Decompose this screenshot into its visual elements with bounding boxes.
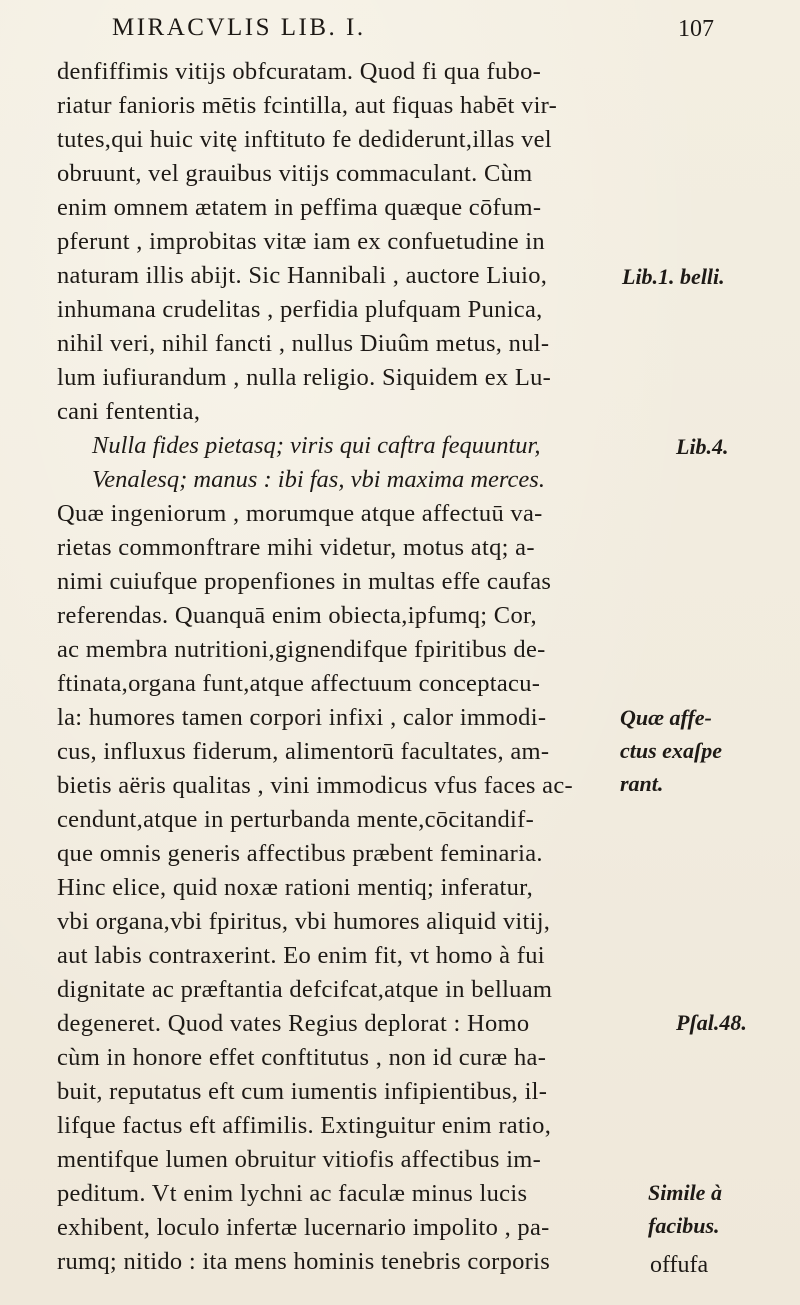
page-number: 107: [678, 16, 714, 42]
text-line: cùm in honore effet conftitutus , non id curæ ha-: [57, 1044, 547, 1071]
text-line: que omnis generis affectibus præbent feminaria.: [57, 840, 543, 867]
text-line: exhibent, loculo infertæ lucernario impolito , pa-: [57, 1214, 550, 1241]
text-line: dignitate ac præftantia defcifcat,atque in belluam: [57, 976, 553, 1003]
margin-note: rant.: [620, 771, 664, 796]
margin-note: facibus.: [648, 1213, 720, 1238]
text-line: rumq; nitido : ita mens hominis tenebris corporis: [57, 1248, 551, 1275]
text-line: inhumana crudelitas , perfidia plufquam Punica,: [57, 296, 543, 323]
text-line: nihil veri, nihil fancti , nullus Diuûm metus, nul-: [57, 330, 550, 357]
text-line: referendas. Quanquā enim obiecta,ipfumq; Cor,: [57, 602, 537, 629]
margin-note: Quæ affe-: [620, 705, 712, 730]
text-line: buit, reputatus eft cum iumentis infipientibus, il-: [57, 1078, 548, 1105]
text-line: Hinc elice, quid noxæ rationi mentiq; inferatur,: [57, 874, 534, 901]
text-line: peditum. Vt enim lychni ac faculæ minus lucis: [57, 1180, 528, 1207]
text-line: Quæ ingeniorum , morumque atque affectuū va-: [57, 500, 543, 527]
margin-note: Lib.1. belli.: [622, 264, 725, 289]
running-head: MIRACVLIS LIB. I.: [112, 14, 366, 41]
catchword: offufa: [650, 1252, 709, 1278]
text-line: naturam illis abijt. Sic Hannibali , auctore Liuio,: [57, 262, 548, 289]
text-line: lum iufiurandum , nulla religio. Siquidem ex Lu-: [57, 364, 552, 391]
text-line: la: humores tamen corpori infixi , calor immodi-: [57, 704, 547, 731]
text-line: enim omnem ætatem in peffima quæque cōfum-: [57, 194, 542, 221]
text-line: degeneret. Quod vates Regius deplorat : Homo: [57, 1010, 530, 1037]
text-line: bietis aëris qualitas , vini immodicus vfus faces ac-: [57, 772, 573, 799]
text-line: ac membra nutritioni,gignendifque fpiritibus de-: [57, 636, 546, 663]
text-line: rietas commonftrare mihi videtur, motus atq; a-: [57, 534, 535, 561]
page-header: [0, 14, 800, 50]
text-line: riatur fanioris mētis fcintilla, aut fiquas habēt vir-: [57, 92, 558, 119]
margin-note: Lib.4.: [676, 434, 729, 459]
text-line: cani fententia,: [57, 398, 201, 425]
margin-note: Simile à: [648, 1180, 722, 1205]
text-line: nimi cuiufque propenfiones in multas effe caufas: [57, 568, 552, 595]
text-line: obruunt, vel grauibus vitijs commaculant. Cùm: [57, 160, 533, 187]
verse-line: Nulla fides pietasq; viris qui caftra fequuntur,: [92, 432, 541, 459]
text-line: mentifque lumen obruitur vitiofis affectibus im-: [57, 1146, 542, 1173]
text-line: aut labis contraxerint. Eo enim fit, vt homo à fui: [57, 942, 545, 969]
text-line: vbi organa,vbi fpiritus, vbi humores aliquid vitij,: [57, 908, 551, 935]
text-line: cus, influxus fiderum, alimentorū facultates, am-: [57, 738, 550, 765]
verse-line: Venalesq; manus : ibi fas, vbi maxima merces.: [92, 466, 545, 493]
text-line: ftinata,organa funt,atque affectuum conceptacu-: [57, 670, 541, 697]
text-line: tutes,qui huic vitę inftituto fe dediderunt,illas vel: [57, 126, 552, 153]
text-line: lifque factus eft affimilis. Extinguitur enim ratio,: [57, 1112, 552, 1139]
text-line: cendunt,atque in perturbanda mente,cōcitandif-: [57, 806, 535, 833]
margin-note: Pſal.48.: [676, 1010, 747, 1035]
margin-note: ctus exaſpe: [620, 738, 723, 763]
text-line: pferunt , improbitas vitæ iam ex confuetudine in: [57, 228, 545, 255]
text-line: denfiffimis vitijs obfcuratam. Quod fi qua fubo-: [57, 58, 542, 85]
